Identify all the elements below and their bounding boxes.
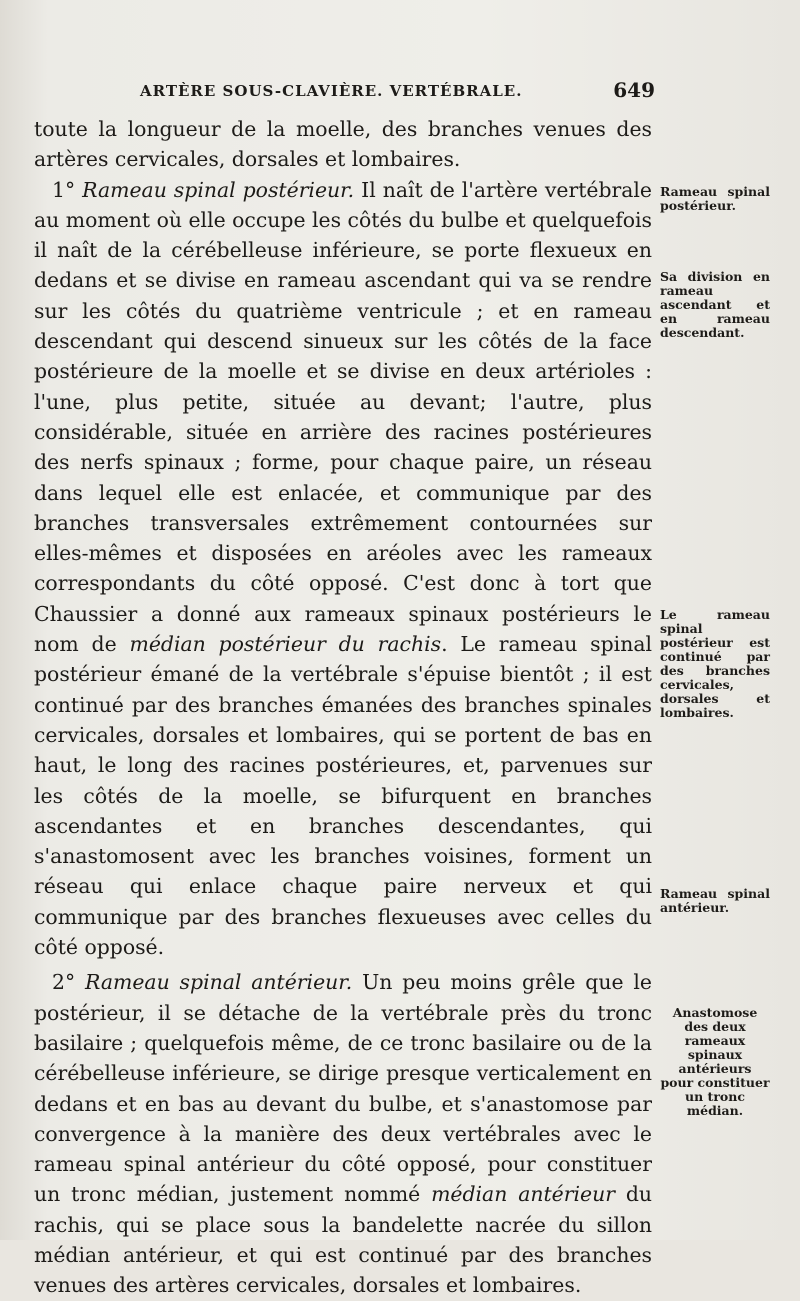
section-number-1: 1°	[52, 177, 76, 202]
running-header	[140, 78, 655, 104]
italic-term-1: médian postérieur du rachis	[129, 632, 442, 657]
margin-note-5: Anastomose des deux rameaux spinaux antérieurs pour constituer un tronc médian.	[660, 1005, 770, 1118]
section-number-2: 2°	[52, 970, 76, 995]
margin-note-4: Rameau spinal antérieur.	[660, 886, 770, 915]
continuation-text: toute la longueur de la moelle, des branches venues des artères cervicales, dorsales et lombaires.	[34, 117, 652, 172]
paragraph-1-text-a: Il naît de l'artère vertébrale au moment où elle occupe les côtés du bulbe et quelquefois il naît de la cérébelleuse inférieure, se porte flexueux en dedans et se divise en rameau ascendant qui va se rendre sur les côtés du quatrième ventricule ; et en rameau descendant qui descend sinueux sur les côtés de la face postérieure de la moelle et se divise en deux artérioles : l'une, plus petite, située au devant; l'autre, plus considérable, située en arrière des racines postérieures des nerfs spinaux ; forme, pour chaque paire, un réseau dans lequel elle est enlacée, et communique par des branches transversales extrêmement contournées sur elles-mêmes et disposées en aréoles avec les rameaux correspondants du côté opposé. C'est donc à tort que Chaussier a donné aux rameaux spinaux postérieurs le nom de	[34, 177, 653, 657]
paragraph-2	[34, 967, 652, 1300]
margin-note-2: Sa division en rameau ascendant et en rameau descendant.	[660, 269, 770, 340]
paragraph-2-text-b: du rachis, qui se place sous la bandelette nacrée du sillon médian antérieur, et qui est continué par des branches venues des artères cervicales, dorsales et lombaires.	[34, 1182, 653, 1298]
paragraph-1	[34, 114, 652, 962]
section-heading-2: Rameau spinal antérieur.	[85, 970, 353, 995]
running-title: ARTÈRE SOUS-CLAVIÈRE. VERTÉBRALE.	[140, 82, 523, 100]
italic-term-2: médian antérieur	[431, 1182, 615, 1207]
page-number: 649	[613, 78, 655, 102]
paragraph-1-text-b: . Le rameau spinal postérieur émané de la vertébrale s'épuise bientôt ; il est continué par des branches émanées des branches spinales cervicales, dorsales et lombaires, qui se portent de bas en haut, le long des racines postérieures, et, parvenues sur les côtés de la moelle, se bifurquent en branches ascendantes et en branches descendantes, qui s'anastomosent avec les branches voisines, forment un réseau qui enlace chaque paire nerveux et qui communique par des branches flexueuses avec celles du côté opposé.	[34, 632, 653, 960]
main-text	[34, 114, 652, 1301]
paragraph-2-text-a: Un peu moins grêle que le postérieur, il se détache de la vertébrale près du tronc basilaire ; quelquefois même, de ce tronc basilaire ou de la cérébelleuse inférieure, se dirige presque verticalement en dedans et en bas au devant du bulbe, et s'anastomose par convergence à la manière des deux vertébrales avec le rameau spinal antérieur du côté opposé, pour constituer un tronc médian, justement nommé	[34, 970, 652, 1207]
section-heading-1: Rameau spinal postérieur.	[82, 177, 355, 202]
margin-note-3: Le rameau spinal postérieur est continué par des branches cervicales, dorsales et lombaires.	[660, 607, 770, 720]
margin-note-1: Rameau spinal postérieur.	[660, 184, 770, 213]
